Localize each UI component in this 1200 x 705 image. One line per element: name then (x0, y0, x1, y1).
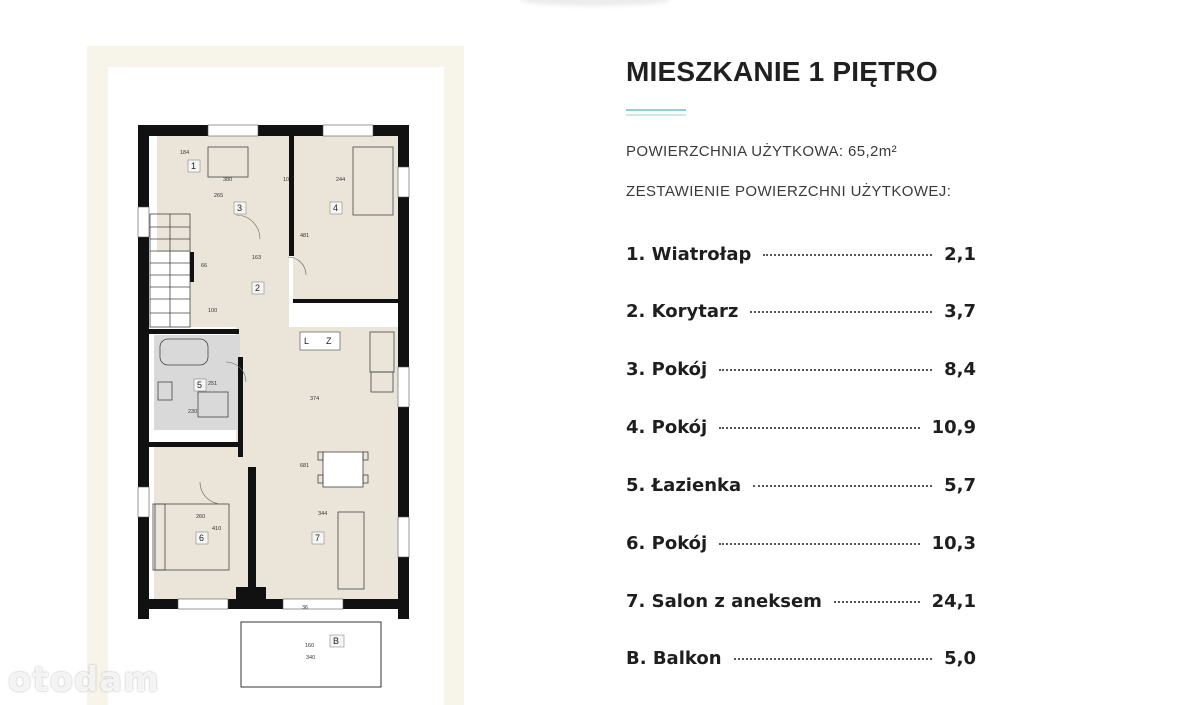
room-label: 4 (333, 203, 339, 213)
watermark-logo: otodam (8, 660, 160, 700)
room-name: 2. Korytarz (626, 300, 739, 322)
dimension-label: 374 (310, 396, 320, 402)
room-name: 7. Salon z aneksem (626, 590, 822, 612)
leader-dots (753, 485, 932, 487)
dimension-label: 340 (306, 655, 316, 661)
room-name: 1. Wiatrołap (626, 243, 752, 265)
dimension-label: 681 (300, 463, 310, 469)
top-shadow (520, 0, 670, 6)
leader-dots (719, 427, 919, 429)
breakdown-heading: ZESTAWIENIE POWIERZCHNI UŻYTKOWEJ: (626, 183, 952, 200)
room-name: 4. Pokój (626, 416, 708, 438)
dimension-label: 230 (188, 409, 198, 415)
dimension-label: 260 (196, 514, 206, 520)
dimension-label: 344 (318, 511, 328, 517)
room-name: 6. Pokój (626, 532, 708, 554)
room-row (626, 299, 976, 323)
dimension-label: 244 (336, 177, 346, 183)
room-name: B. Balkon (626, 647, 722, 669)
dimension-label: 251 (208, 381, 218, 387)
dimension-label: 265 (214, 193, 224, 199)
leader-dots (750, 311, 932, 313)
room-row (626, 242, 976, 266)
leader-dots (719, 543, 919, 545)
dimension-label: 163 (252, 255, 262, 261)
dimension-label: 410 (212, 526, 222, 532)
floorplan-panel (108, 67, 444, 705)
room-label: 7 (315, 533, 321, 543)
dimension-label: 481 (300, 233, 310, 239)
room-area: 5,7 (944, 474, 976, 496)
room-label: 3 (237, 203, 243, 213)
leader-dots (734, 658, 933, 660)
dimension-label: 36 (302, 605, 309, 611)
leader-dots (834, 601, 920, 603)
dimension-label: 184 (180, 150, 190, 156)
fridge-label: Z (326, 336, 332, 346)
room-area: 5,0 (944, 647, 976, 669)
room-row (626, 473, 976, 497)
dimension-label: 380 (223, 177, 233, 183)
fridge-label: L (304, 336, 310, 346)
room-row (626, 589, 976, 613)
room-label: 2 (255, 283, 261, 293)
leader-dots (763, 254, 932, 256)
floorplan-drawing (108, 67, 444, 705)
dimension-label: 100 (208, 308, 218, 314)
accent-line (626, 109, 686, 111)
dimension-label: 66 (201, 263, 208, 269)
usable-area: POWIERZCHNIA UŻYTKOWA: 65,2m² (626, 143, 898, 160)
room-label: 6 (199, 533, 205, 543)
dimension-label: 10 (283, 177, 290, 183)
dimension-label: 160 (305, 643, 315, 649)
room-area: 2,1 (944, 243, 976, 265)
room-area: 24,1 (931, 590, 976, 612)
room-row (626, 531, 976, 555)
room-area: 10,3 (931, 532, 976, 554)
room-area: 3,7 (944, 300, 976, 322)
page-title: MIESZKANIE 1 PIĘTRO (626, 56, 938, 87)
room-name: 5. Łazienka (626, 474, 742, 496)
room-row (626, 646, 976, 670)
room-label: 5 (197, 380, 203, 390)
room-row (626, 357, 976, 381)
room-label: B (333, 636, 340, 646)
accent-line-secondary (626, 114, 686, 116)
room-area: 10,9 (931, 416, 976, 438)
room-label: 1 (191, 161, 197, 171)
room-row (626, 415, 976, 439)
leader-dots (719, 369, 932, 371)
room-name: 3. Pokój (626, 358, 708, 380)
room-area: 8,4 (944, 358, 976, 380)
